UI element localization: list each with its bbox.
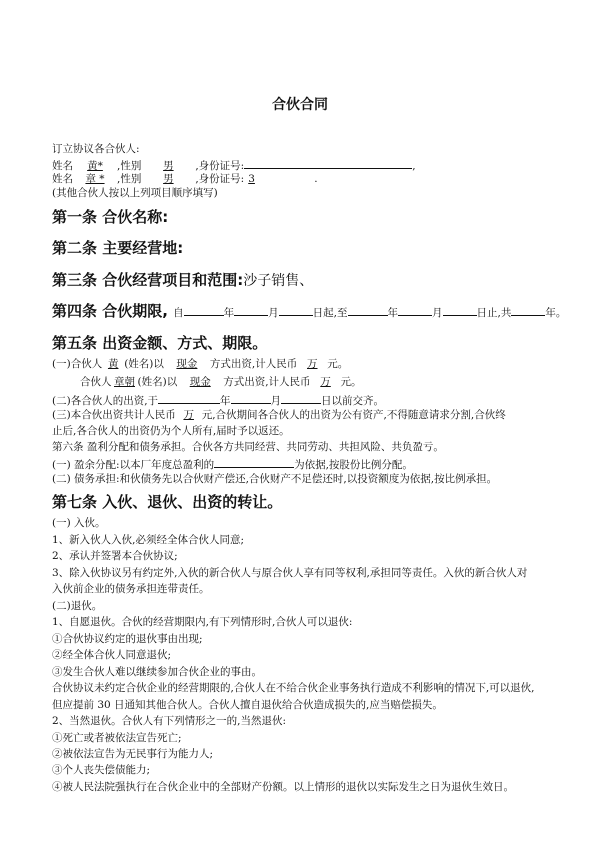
partner-2-id: 3 [248,173,255,185]
article-7-line: ③个人丧失偿债能力; [52,764,151,776]
article-7-line: ①合伙协议约定的退伙事由出现; [52,633,203,645]
article-7-line: ③发生合伙人难以继续参加合伙企业的事由。 [52,666,262,678]
text: 日以前交齐。 [321,395,385,407]
article-3-heading: 第三条 合伙经营项目和范围: [52,271,244,289]
article-7-line: ②经全体合伙人同意退伙; [52,649,172,661]
article-7-line: 1、自愿退伙。合伙的经营期限内,有下列情形时,合伙人可以退伙: [52,616,353,628]
article-1: 第一条 合伙名称: [52,208,169,226]
blank [279,304,313,316]
page-title: 合伙合同 [272,97,328,113]
partner-2-line [52,172,318,186]
article-2: 第二条 主要经营地: [52,239,184,257]
text: 方式出资,计人民币 [223,376,311,388]
text: 元。 [327,358,349,370]
blank [234,304,268,316]
blank [443,304,477,316]
article-6-line-2 [52,456,413,472]
blank [231,392,271,404]
article-7-line: (一) 入伙。 [52,517,106,529]
partner-name: 章朝 [114,376,135,388]
text: 日止,共 [476,307,512,319]
text: 方式出资,计人民币 [209,358,298,370]
article-7-line: ②被依法宣告为无民事行为能力人; [52,748,214,760]
text: 年 [220,395,231,407]
text: (姓名)以 [137,376,178,388]
partner-2-name: 章 * [85,173,105,185]
partner-1-id-blank [244,157,412,169]
partner-1-name: 黄* [87,160,103,172]
blank [398,304,432,316]
total-amount: 万 [183,409,194,421]
text: 日起,至 [312,307,348,319]
text: 元,合伙期间各合伙人的出资为公有资产,不得随意请求分割,合伙终 [201,409,506,421]
article-7-line: 2、当然退伙。合伙人有下列情形之一的,当然退伙: [52,715,287,727]
partner-2-sex: 男 [163,173,174,185]
article-5-line-4 [52,408,506,422]
punct: , [412,160,416,172]
id-label: ,身份证号: [195,173,245,185]
blank [281,392,321,404]
article-7-line: 2、承认并签署本合伙协议; [52,550,178,562]
partner-1-sex: 男 [163,160,174,172]
partner-1-line [52,157,416,173]
article-4-heading: 第四条 合伙期限, [52,302,168,320]
sex-label: ,性别 [117,160,142,172]
text: (二)各合伙人的出资,于 [52,395,159,407]
article-5-line-3 [52,392,384,408]
blank [214,456,294,468]
name-label: 姓名 [52,173,73,185]
text: 元。 [340,376,362,388]
text: 合伙人 [80,376,112,388]
contribution-amount: 万 [307,358,318,370]
intro-note: (其他合伙人按以上列项目顺序填写) [52,187,218,199]
name-label: 姓名 [52,160,73,172]
intro-line: 订立协议各合伙人: [52,143,140,155]
text: 月 [432,307,443,319]
article-7-line: ④被人民法院强执行在合伙企业中的全部财产份额。以上情形的退伙以实际发生之日为退伙生效日。 [52,781,514,793]
article-5-heading: 第五条 出资金额、方式、期限。 [52,334,268,352]
article-4-dates [173,307,566,319]
article-3-value: 沙子销售、 [243,273,314,289]
article-7-line: 入伙前企业的债务承担连带责任。 [52,583,210,595]
text: 为依据,按股份比例分配。 [294,459,413,471]
article-3 [52,270,313,291]
blank [184,304,224,316]
blank [511,304,545,316]
text: 年 [387,307,398,319]
contribution-method: 现金 [176,358,198,370]
article-6-line-3: (二) 债务承担:和伙债务先以合伙财产偿还,合伙财产不足偿还时,以投资额度为依据,按比例承担。 [52,473,498,485]
article-5-line-2 [80,375,362,389]
article-5-line-5: 止后,各合伙人的出资仍为个人所有,届时予以返还。 [52,425,290,437]
partner-name: 黄 [107,358,119,370]
article-7-line: 3、除入伙协议另有约定外,入伙的新合伙人与原合伙人享有同等权利,承担同等责任。入伙的新合伙人对 [52,567,528,579]
text: (姓名)以 [124,358,164,370]
article-7-line: 合伙协议未约定合伙企业的经营期限的,合伙人在不给合伙企业事务执行造成不利影响的情况下,可以退伙, [52,682,535,694]
article-7-line: ①死亡或者被依法宣告死亡; [52,732,182,744]
sex-label: ,性别 [117,173,142,185]
text: (一)合伙人 [52,358,103,370]
text: 月 [268,307,279,319]
article-7-heading: 第七条 入伙、退伙、出资的转让。 [52,493,283,511]
punct: . [314,173,318,185]
article-7-line: 1、新入伙人入伙,必须经全体合伙人同意; [52,534,245,546]
contribution-amount: 万 [320,376,331,388]
text: 年 [223,307,235,319]
text: (一) 盈余分配:以本厂年度总盈利的 [52,459,215,471]
article-4 [52,301,566,323]
blank [348,304,388,316]
text: (三)本合伙出资共计人民币 [52,409,176,421]
article-7-line: (二)退伙。 [52,600,103,612]
text: 月 [270,395,282,407]
contribution-method: 现金 [189,376,211,388]
blank [158,392,220,404]
text: 自 [173,307,184,319]
article-6-line: 第六条 盈利分配和债务承担。合伙各方共同经营、共同劳动、共担风险、共负盈亏。 [52,441,444,453]
article-5-line-1 [52,357,348,371]
id-label: ,身份证号: [195,160,245,172]
text: 年。 [545,307,567,319]
article-7-line: 但应提前 30 日通知其他合伙人。合伙人擅自退伙给合伙造成损失的,应当赔偿损失。 [52,699,443,711]
